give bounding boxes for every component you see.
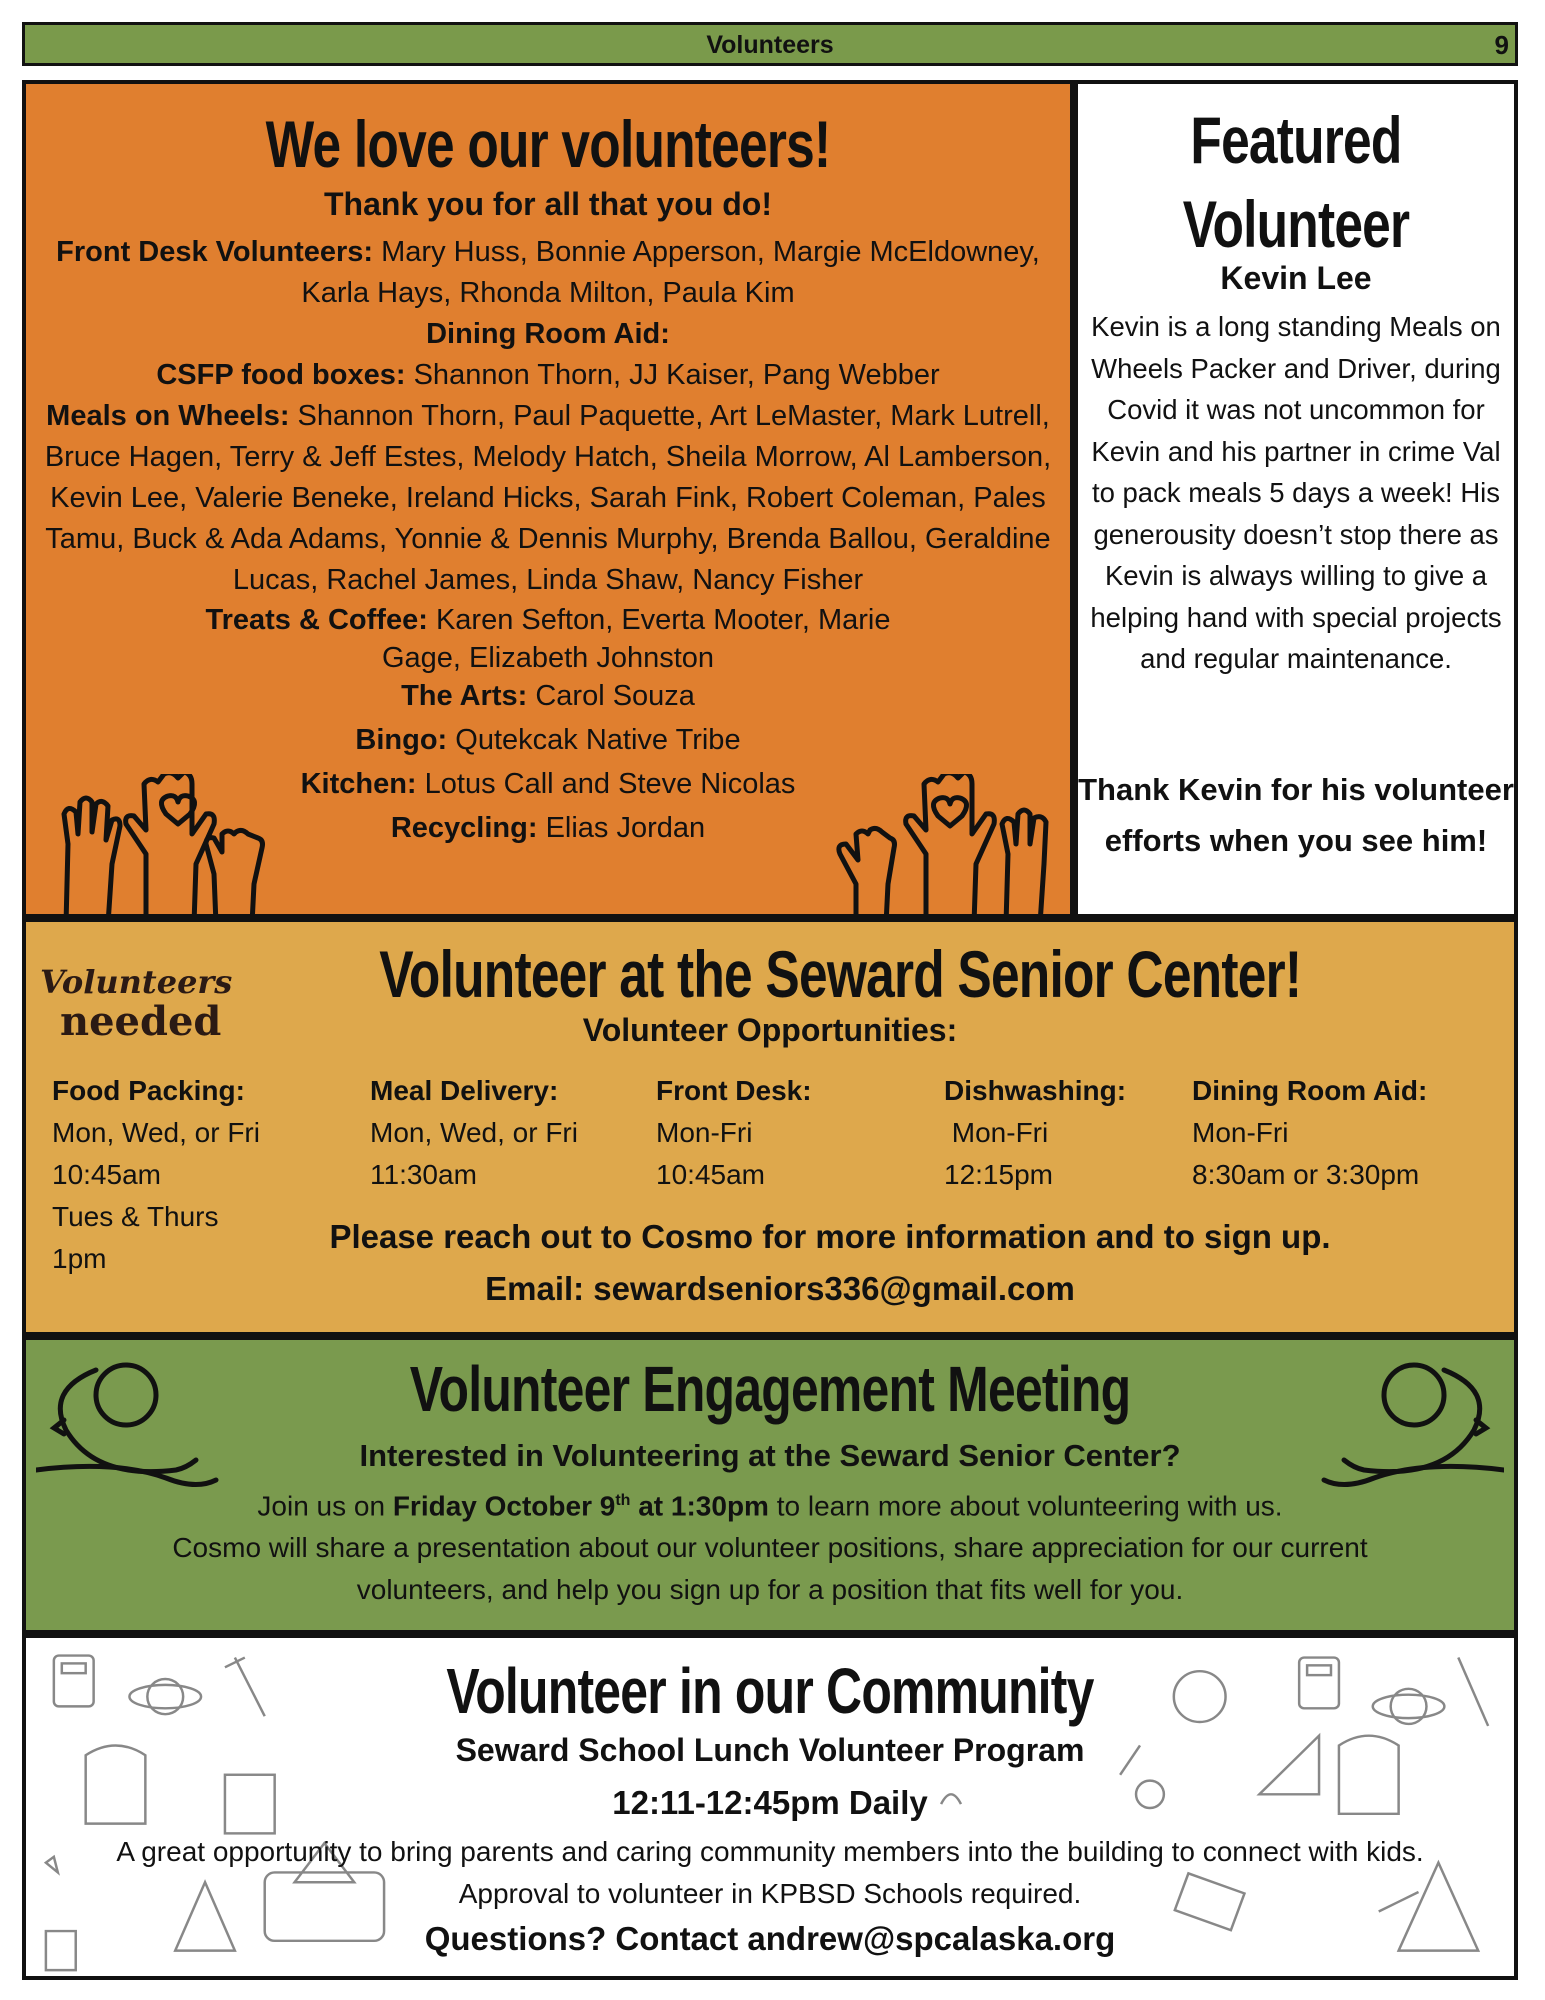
community-volunteer-section — [22, 1634, 1518, 1980]
page-number: 9 — [1494, 30, 1509, 60]
volunteer-group: Kitchen: Lotus Call and Steve Nicolas — [300, 768, 796, 800]
featured-name: Kevin Lee — [1220, 260, 1372, 296]
featured-body: Kevin is a long standing Meals on Wheels Packer and Driver, during Covid it was not uncommon for Kevin and his partner in crime Val to pack meals 5 days a week! His generousity doesn’t stop there as Kevin is always willing to give a helping hand with special projects and regular maintenance. — [1090, 311, 1502, 674]
featured-title: Featured Volunteer — [1182, 103, 1410, 261]
volunteer-group: Bingo: Qutekcak Native Tribe — [355, 724, 741, 756]
meeting-join-line: Join us on Friday October 9th at 1:30pm to learn more about volunteering with us. — [257, 1490, 1283, 1522]
section-title: Volunteer at the Seward Senior Center! — [379, 937, 1302, 1011]
section-subtitle: Thank you for all that you do! — [324, 186, 772, 222]
section-title: We love our volunteers! — [265, 107, 831, 181]
program-time: 12:11-12:45pm Daily — [612, 1784, 928, 1821]
opportunity-dining-room-aid: Dining Room Aid: Mon-Fri 8:30am or 3:30pm — [1192, 1075, 1428, 1190]
meeting-question: Interested in Volunteering at the Seward Senior Center? — [359, 1438, 1181, 1473]
program-description: A great opportunity to bring parents and caring community members into the building to connect with kids. — [116, 1836, 1424, 1867]
header-title: Volunteers — [706, 31, 834, 59]
volunteer-group: CSFP food boxes: Shannon Thorn, JJ Kaiser, Pang Webber — [156, 359, 940, 391]
featured-volunteer-section — [1074, 80, 1518, 918]
section-title: Volunteer in our Community — [446, 1655, 1094, 1727]
program-name: Seward School Lunch Volunteer Program — [455, 1732, 1085, 1768]
opportunity-meal-delivery: Meal Delivery: Mon, Wed, or Fri 11:30am — [370, 1075, 578, 1190]
volunteer-thanks-section — [22, 80, 1074, 918]
program-contact[interactable]: Questions? Contact andrew@spcalaska.org — [424, 1920, 1116, 1957]
volunteer-group: Front Desk Volunteers: Mary Huss, Bonnie Apperson, Margie McEldowney, Karla Hays, Rhonda Milton, Paula Kim — [56, 236, 1040, 309]
contact-email[interactable]: Email: sewardseniors336@gmail.com — [485, 1270, 1075, 1307]
volunteer-group: Meals on Wheels: Shannon Thorn, Paul Paquette, Art LeMaster, Mark Lutrell, Bruce Hagen, Terry & Jeff Estes, Melody Hatch, Sheila Morrow, Al Lamberson, Kevin Lee, Valerie Beneke, Ireland Hicks, Sarah Fink, Robert Coleman, Pales Tamu, Buck & Ada Adams, Yonnie & Dennis Murphy, Brenda Ballou, Geraldine Lucas, Rachel James, Linda Shaw, Nancy Fisher — [44, 400, 1052, 596]
volunteer-group: Dining Room Aid: — [426, 318, 670, 350]
raised-hands-icon — [46, 774, 286, 918]
opportunity-front-desk: Front Desk: Mon-Fri 10:45am — [656, 1075, 812, 1190]
newsletter-page — [22, 22, 1522, 1980]
raised-hands-icon — [826, 774, 1066, 918]
volunteer-group: Treats & Coffee: Karen Sefton, Everta Mooter, Marie Gage, Elizabeth Johnston — [205, 604, 891, 674]
featured-thanks: Thank Kevin for his volunteer efforts when you see him! — [1078, 772, 1514, 858]
opportunity-dishwashing: Dishwashing: Mon-Fri 12:15pm — [944, 1075, 1127, 1190]
meeting-body: Join us on Friday October 9th at 1:30pm to learn more about volunteering with us. Cosmo will share a presentation about our volunteer positions, share appreciation for our current volunteers, and help you sign up for a position that fits well for you. — [166, 1480, 1374, 1611]
volunteer-groups — [44, 232, 1052, 847]
page-header — [22, 22, 1518, 66]
approval-note: Approval to volunteer in KPBSD Schools required. — [458, 1878, 1082, 1909]
volunteer-opportunities-section — [22, 918, 1518, 1336]
opportunity-food-packing: Food Packing: Mon, Wed, or Fri 10:45am Tues & Thurs 1pm — [52, 1075, 260, 1274]
opportunities-label: Volunteer Opportunities: — [582, 1012, 958, 1048]
volunteer-group: The Arts: Carol Souza — [401, 680, 695, 712]
volunteer-group: Recycling: Elias Jordan — [390, 812, 706, 844]
reach-out-text: Please reach out to Cosmo for more information and to sign up. — [329, 1218, 1331, 1255]
volunteers-needed-badge: Volunteers needed — [40, 963, 233, 1045]
section-title: Volunteer Engagement Meeting — [409, 1353, 1131, 1425]
engagement-meeting-section — [22, 1336, 1518, 1634]
